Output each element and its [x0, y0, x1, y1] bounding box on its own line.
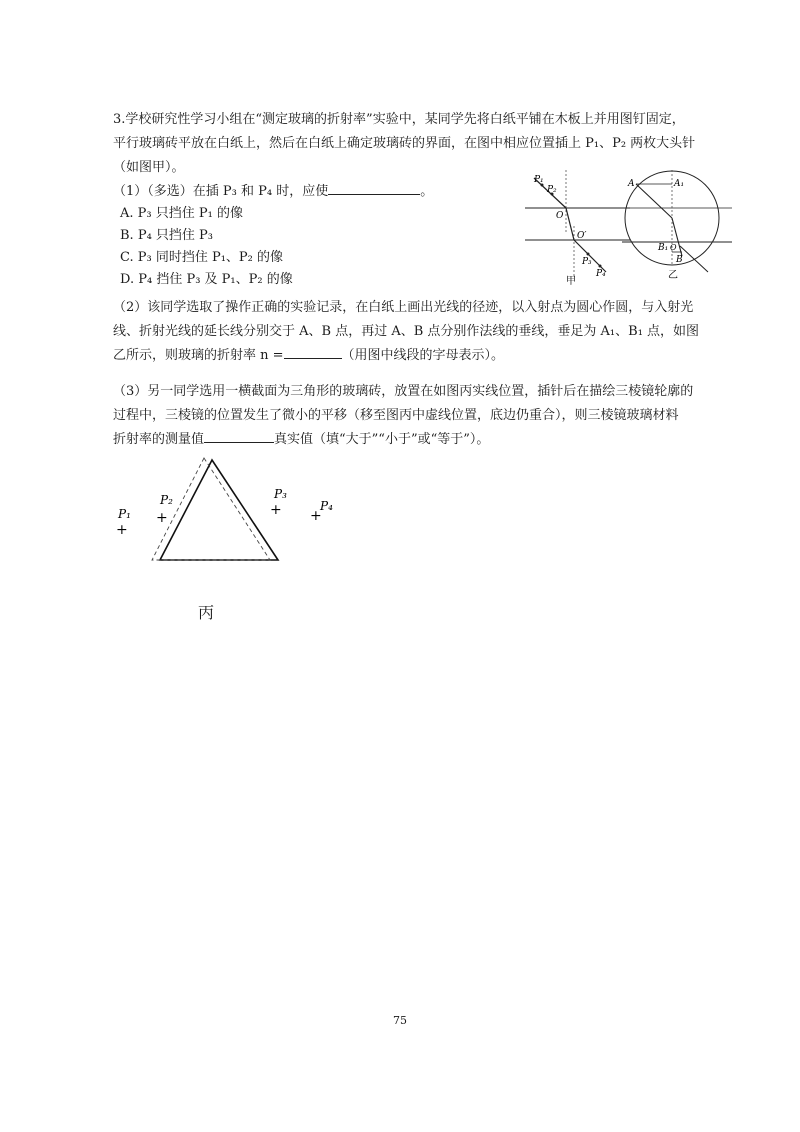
- exit-ray: [574, 240, 606, 272]
- part2-answer-blank[interactable]: [284, 344, 342, 359]
- option-b: B. P₄ 只挡住 P₃: [120, 228, 213, 243]
- label-p4: P₄: [320, 499, 333, 513]
- label-p1: P₁: [534, 175, 544, 185]
- prism-dashed: [152, 458, 270, 560]
- caption-yi: 乙: [668, 270, 678, 281]
- incident-ray: [636, 184, 672, 218]
- label-p2: P₂: [160, 493, 173, 507]
- exit-ray: [680, 246, 708, 272]
- label-a1: A₁: [674, 179, 685, 189]
- pin-p4: [599, 265, 602, 268]
- part3-question: [113, 380, 723, 452]
- part3-line-2: 过程中，三棱镜的位置发生了微小的平移（移至图丙中虚线位置，底边仍重合），则三棱镜玻璃材料: [113, 408, 679, 423]
- part2-last-suffix: （用图中线段的字母表示）。: [341, 348, 505, 363]
- option-a: A. P₃ 只挡住 P₁ 的像: [120, 206, 243, 221]
- label-o: O: [556, 211, 564, 221]
- label-o-prime: O′: [577, 231, 587, 241]
- part3-last-suffix: 真实值（填“大于”“小于”或“等于”）。: [274, 432, 490, 447]
- pin-p2-marker: +: [156, 510, 168, 526]
- caption-jia: 甲: [566, 276, 576, 286]
- figure-bing: [108, 452, 348, 572]
- label-p4: P₄: [596, 269, 606, 279]
- part2-line-1: （2）该同学选取了操作正确的实验记录，在白纸上画出光线的径迹，以入射点为圆心作圆，与入射光: [113, 300, 694, 315]
- part1-suffix: 。: [420, 184, 434, 199]
- label-p3: P₃: [582, 257, 592, 267]
- label-p1: P₁: [118, 507, 131, 521]
- pin-p1-marker: +: [116, 522, 128, 538]
- label-a: A: [628, 179, 635, 189]
- part1-prefix: （1）（多选）在插 P₃ 和 P₄ 时，应使: [113, 184, 329, 199]
- figure-yi: [622, 164, 732, 284]
- label-b1: B₁: [658, 243, 669, 253]
- part3-line-3: [113, 428, 723, 452]
- part2-line-2: 线、折射光线的延长线分别交于 A、B 点，再过 A、B 点分别作法线的垂线，垂足为 A₁、B₁ 点，如图: [113, 324, 700, 339]
- intro-line-1: 3.学校研究性学习小组在“测定玻璃的折射率”实验中，某同学先将白纸平铺在木板上并用图钉固定，: [113, 112, 685, 127]
- pin-p3: [587, 253, 590, 256]
- label-o: O: [670, 243, 677, 252]
- part3-last-prefix: 折射率的测量值: [113, 432, 205, 447]
- label-b: B: [676, 255, 683, 265]
- part2-line-3: [113, 344, 723, 368]
- caption-bing: 丙: [198, 603, 215, 622]
- intro-line-2: 平行玻璃砖平放在白纸上，然后在白纸上确定玻璃砖的界面，在图中相应位置插上 P₁、P₂ 两枚大头针: [113, 136, 696, 151]
- part2-question: [113, 296, 723, 368]
- figure-jia: [520, 168, 630, 286]
- part3-answer-blank[interactable]: [204, 428, 274, 443]
- label-p3: P₃: [274, 487, 287, 501]
- page-number: 75: [393, 1014, 407, 1027]
- part1-answer-blank[interactable]: [328, 180, 420, 195]
- pin-p4-marker: +: [310, 508, 322, 524]
- option-d: D. P₄ 挡住 P₃ 及 P₁、P₂ 的像: [120, 272, 293, 287]
- part1-question: [113, 180, 433, 202]
- option-c: C. P₃ 同时挡住 P₁、P₂ 的像: [120, 250, 284, 265]
- refracted-ray: [566, 208, 574, 240]
- pin-p3-marker: +: [270, 502, 282, 518]
- label-p2: P₂: [547, 185, 557, 195]
- intro-line-3: （如图甲）。: [113, 160, 185, 175]
- part3-line-1: （3）另一同学选用一横截面为三角形的玻璃砖，放置在如图丙实线位置，插针后在描绘三棱镜轮廓的: [113, 384, 694, 399]
- part2-last-prefix: 乙所示，则玻璃的折射率 n =: [113, 348, 284, 363]
